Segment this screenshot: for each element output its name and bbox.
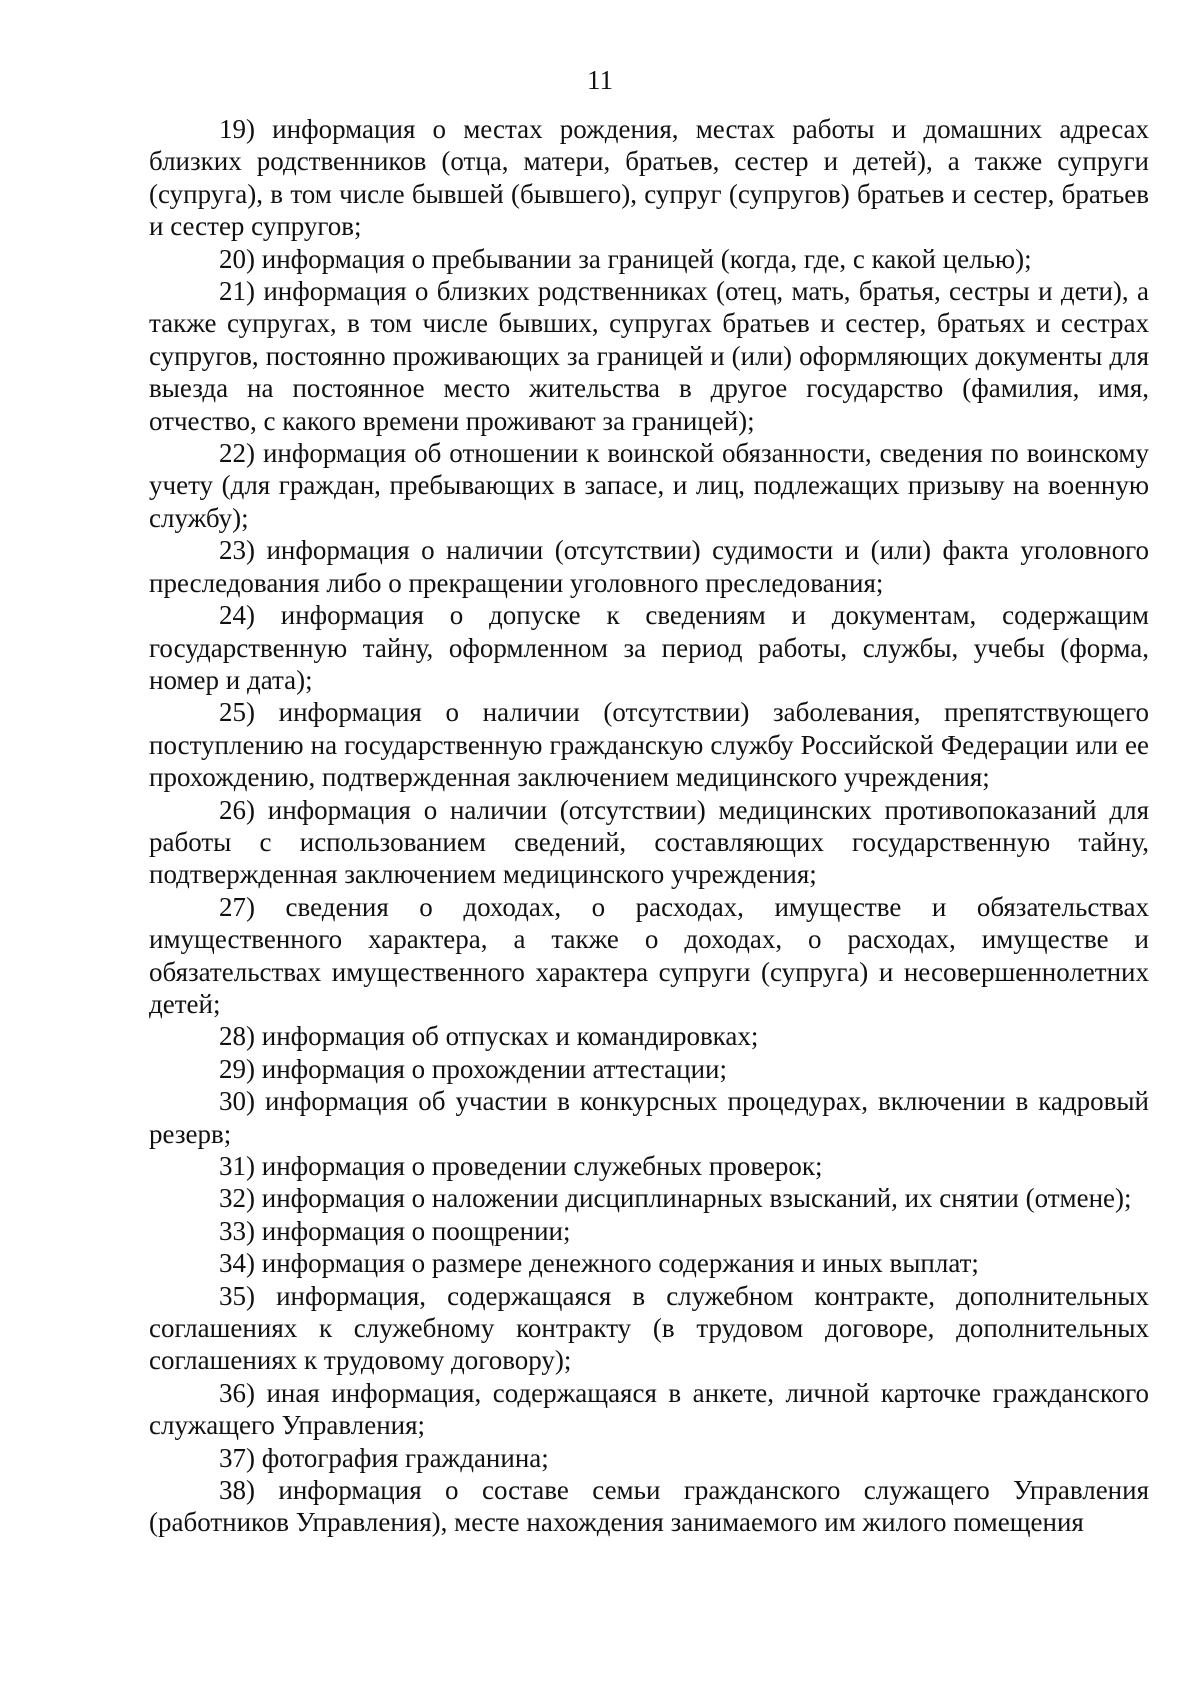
- list-item-23: 23) информация о наличии (отсутствии) судимости и (или) факта уголовного преследования либо о прекращении уголовного преследования;: [149, 535, 1149, 598]
- list-item-29: 29) информация о прохождении аттестации;: [219, 1053, 727, 1084]
- list-item-21: 21) информация о близких родственниках (отец, мать, братья, сестры и дети), а также супругах, в том числе бывших, супругах братьев и сестер, братьях и сестрах супругов, постоянно проживающих за границей и (или) оформляющих документы для выезда на постоянное место жительства в другое государство (фамилия, имя, отчество, с какого времени проживают за границей);: [149, 276, 1149, 436]
- list-item-38: 38) информация о составе семьи гражданского служащего Управления (работников Управления), месте нахождения занимаемого им жилого помещения: [149, 1475, 1149, 1538]
- list-item-33: 33) информация о поощрении;: [219, 1215, 571, 1246]
- list-item-32: 32) информация о наложении дисциплинарных взысканий, их снятии (отмене);: [219, 1183, 1132, 1214]
- list-item-25: 25) информация о наличии (отсутствии) заболевания, препятствующего поступлению на государственную гражданскую службу Российской Федерации или ее прохождению, подтвержденная заключением медицинского учреждения;: [149, 697, 1149, 793]
- list-item-28: 28) информация об отпусках и командировках;: [219, 1021, 759, 1052]
- list-item-37: 37) фотография гражданина;: [219, 1442, 549, 1473]
- list-item-30: 30) информация об участии в конкурсных процедурах, включении в кадровый резерв;: [149, 1086, 1149, 1149]
- list-item-22: 22) информация об отношении к воинской обязанности, сведения по воинскому учету (для граждан, пребывающих в запасе, и лиц, подлежащих призыву на военную службу);: [149, 438, 1149, 533]
- list-item-34: 34) информация о размере денежного содержания и иных выплат;: [219, 1248, 979, 1279]
- page-number: 11: [587, 65, 613, 95]
- list-item-31: 31) информация о проведении служебных проверок;: [219, 1151, 823, 1181]
- list-item-36: 36) иная информация, содержащаяся в анкете, личной карточке гражданского служащего Управления;: [149, 1377, 1149, 1441]
- list-item-35: 35) информация, содержащаяся в служебном контракте, дополнительных соглашениях к служебному контракту (в трудовом договоре, дополнительных соглашениях к трудовому договору);: [149, 1280, 1149, 1376]
- document-body: [149, 113, 1149, 1539]
- list-item-24: 24) информация о допуске к сведениям и документам, содержащим государственную тайну, оформленном за период работы, службы, учебы (форма, номер и дата);: [149, 600, 1149, 695]
- list-item-19: 19) информация о местах рождения, местах работы и домашних адресах близких родственников (отца, матери, братьев, сестер и детей), а также супруги (супруга), в том числе бывшей (бывшего), супруг (супругов) братьев и сестер, братьев и сестер супругов;: [149, 114, 1149, 242]
- list-item-20: 20) информация о пребывании за границей (когда, где, с какой целью);: [219, 243, 1032, 274]
- list-item-27: 27) сведения о доходах, о расходах, имуществе и обязательствах имущественного характера, а также о доходах, о расходах, имуществе и обязательствах имущественного характера супруги (супруга) и несовершеннолетних детей;: [149, 891, 1149, 1019]
- list-item-26: 26) информация о наличии (отсутствии) медицинских противопоказаний для работы с использованием сведений, составляющих государственную тайну, подтвержденная заключением медицинского учреждения;: [149, 794, 1149, 890]
